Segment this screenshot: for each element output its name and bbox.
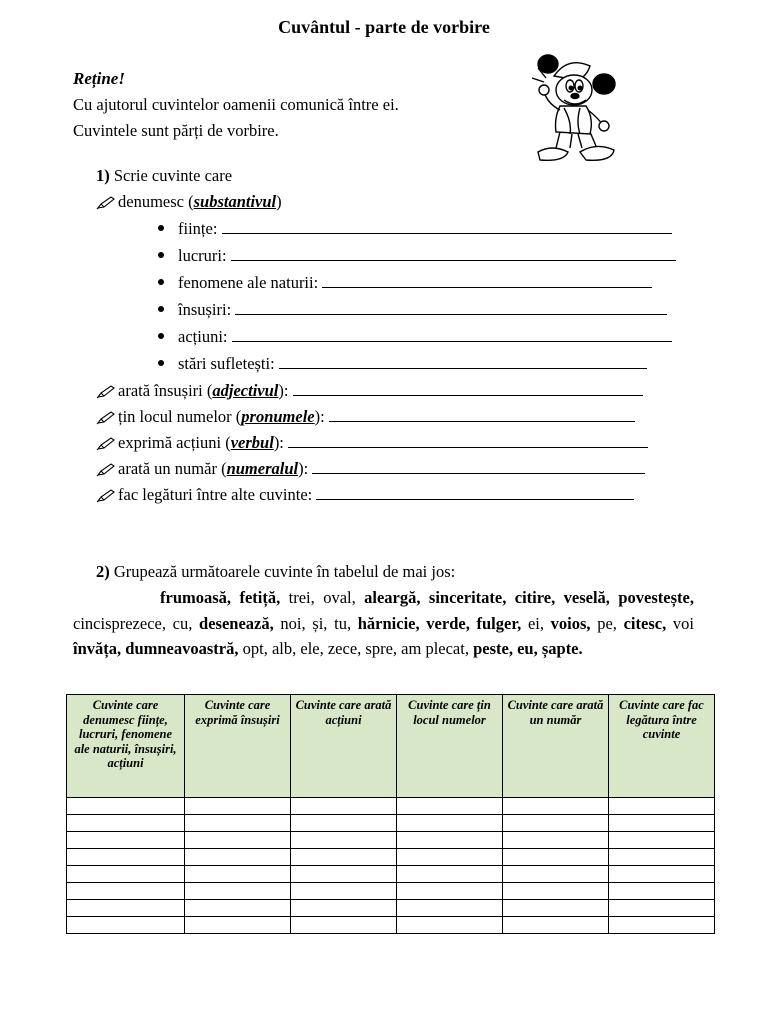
bullet-row bbox=[158, 300, 667, 320]
answer-line[interactable] bbox=[279, 354, 647, 369]
bullet-label: acțiuni: bbox=[178, 327, 228, 346]
header-numeral: Cuvinte care arată un număr bbox=[503, 695, 609, 798]
retine-line-2: Cuvintele sunt părți de vorbire. bbox=[73, 121, 279, 140]
exercise-2-text: Grupează următoarele cuvinte în tabelul de mai jos: bbox=[113, 562, 456, 581]
word-list: frumoasă, fetiță, trei, oval, aleargă, sinceritate, citire, veselă, povestește, cincisprezece, cu, desenează, noi, și, tu, hărnicie, verde, fulger, ei, voios, pe, citesc, voi învăța, dumneavoastră, opt, alb, ele, zece, spre, am plecat, peste, eu, șapte. bbox=[73, 588, 694, 658]
table-row bbox=[67, 815, 715, 832]
table-cell[interactable] bbox=[291, 900, 397, 917]
pencil-icon bbox=[96, 196, 116, 210]
table-cell[interactable] bbox=[185, 917, 291, 934]
table-cell[interactable] bbox=[291, 832, 397, 849]
bullet-row bbox=[158, 354, 647, 374]
denumesc-term: substantivul bbox=[193, 192, 277, 211]
bullet-label: fenomene ale naturii: bbox=[178, 273, 319, 292]
table-cell[interactable] bbox=[503, 832, 609, 849]
table-cell[interactable] bbox=[609, 883, 715, 900]
table-cell[interactable] bbox=[291, 883, 397, 900]
answer-line[interactable] bbox=[288, 433, 648, 448]
header-legatura: Cuvinte care fac legătura între cuvinte bbox=[609, 695, 715, 798]
table-row bbox=[67, 832, 715, 849]
table-cell[interactable] bbox=[397, 798, 503, 815]
table-cell[interactable] bbox=[503, 815, 609, 832]
exercise-1-number: 1) bbox=[96, 166, 110, 185]
bullet-icon bbox=[158, 225, 164, 231]
table-row bbox=[67, 798, 715, 815]
exercise-2-number: 2) bbox=[96, 562, 110, 581]
item-suffix: ): bbox=[278, 381, 289, 400]
table-cell[interactable] bbox=[397, 866, 503, 883]
table-cell[interactable] bbox=[609, 815, 715, 832]
exercise-1-prompt bbox=[96, 166, 232, 186]
table-row bbox=[67, 866, 715, 883]
exercise-1-text: Scrie cuvinte care bbox=[113, 166, 233, 185]
table-cell[interactable] bbox=[609, 900, 715, 917]
pencil-icon bbox=[96, 437, 116, 451]
table-row bbox=[67, 883, 715, 900]
bullet-row bbox=[158, 219, 672, 239]
answer-line[interactable] bbox=[235, 300, 667, 315]
item-suffix: ): bbox=[314, 407, 325, 426]
pencil-icon bbox=[96, 489, 116, 503]
answer-line[interactable] bbox=[329, 407, 635, 422]
table-cell[interactable] bbox=[397, 815, 503, 832]
table-cell[interactable] bbox=[67, 798, 185, 815]
table-cell[interactable] bbox=[185, 849, 291, 866]
table-cell[interactable] bbox=[609, 832, 715, 849]
item-term: verbul bbox=[230, 433, 274, 452]
table-cell[interactable] bbox=[185, 883, 291, 900]
table-cell[interactable] bbox=[397, 832, 503, 849]
bullet-label: ființe: bbox=[178, 219, 218, 238]
item-prefix: fac legături între alte cuvinte: bbox=[118, 485, 313, 504]
table-cell[interactable] bbox=[397, 849, 503, 866]
table-row bbox=[67, 917, 715, 934]
table-cell[interactable] bbox=[67, 815, 185, 832]
table-cell[interactable] bbox=[291, 917, 397, 934]
answer-line[interactable] bbox=[316, 485, 634, 500]
bullet-label: însușiri: bbox=[178, 300, 232, 319]
bullet-row bbox=[158, 327, 672, 347]
item-numeral bbox=[96, 459, 645, 479]
item-prefix: arată însușiri ( bbox=[118, 381, 213, 400]
table-cell[interactable] bbox=[67, 832, 185, 849]
pencil-icon bbox=[96, 385, 116, 399]
table-cell[interactable] bbox=[291, 815, 397, 832]
answer-line[interactable] bbox=[293, 381, 643, 396]
table-cell[interactable] bbox=[291, 849, 397, 866]
table-cell[interactable] bbox=[67, 900, 185, 917]
item-pronume bbox=[96, 407, 635, 427]
bullet-icon bbox=[158, 306, 164, 312]
bullet-icon bbox=[158, 360, 164, 366]
table-cell[interactable] bbox=[291, 798, 397, 815]
item-prefix: exprimă acțiuni ( bbox=[118, 433, 231, 452]
table-cell[interactable] bbox=[397, 883, 503, 900]
header-pronume: Cuvinte care țin locul numelor bbox=[397, 695, 503, 798]
table-cell[interactable] bbox=[609, 798, 715, 815]
answer-line[interactable] bbox=[322, 273, 652, 288]
answer-line[interactable] bbox=[222, 219, 672, 234]
table-cell[interactable] bbox=[503, 798, 609, 815]
bullet-label: stări sufletești: bbox=[178, 354, 275, 373]
table-row bbox=[67, 900, 715, 917]
page-title: Cuvântul - parte de vorbire bbox=[278, 17, 490, 37]
header-adjectiv: Cuvinte care exprimă însușiri bbox=[185, 695, 291, 798]
table-cell[interactable] bbox=[503, 883, 609, 900]
item-prefix: arată un număr ( bbox=[118, 459, 227, 478]
item-term: pronumele bbox=[241, 407, 315, 426]
table-cell[interactable] bbox=[67, 849, 185, 866]
table-cell[interactable] bbox=[185, 900, 291, 917]
exercise-2-prompt bbox=[96, 562, 455, 582]
table-cell[interactable] bbox=[185, 815, 291, 832]
answer-line[interactable] bbox=[231, 246, 676, 261]
bullet-label: lucruri: bbox=[178, 246, 227, 265]
table-cell[interactable] bbox=[185, 798, 291, 815]
item-suffix: ): bbox=[273, 433, 284, 452]
answer-line[interactable] bbox=[312, 459, 645, 474]
denumesc-suffix: ) bbox=[276, 192, 282, 211]
table-cell[interactable] bbox=[503, 849, 609, 866]
table-cell[interactable] bbox=[67, 917, 185, 934]
table-cell[interactable] bbox=[609, 849, 715, 866]
item-prefix: țin locul numelor ( bbox=[118, 407, 242, 426]
item-suffix: ): bbox=[298, 459, 309, 478]
item-legaturi bbox=[96, 485, 634, 505]
bullet-row bbox=[158, 273, 652, 293]
pencil-icon bbox=[96, 463, 116, 477]
table-cell[interactable] bbox=[67, 866, 185, 883]
retine-line-1: Cu ajutorul cuvintelor oamenii comunică între ei. bbox=[73, 95, 399, 114]
table-cell[interactable] bbox=[503, 917, 609, 934]
retine-heading: Reține! bbox=[73, 69, 125, 88]
mickey-illustration bbox=[524, 48, 628, 170]
item-term: adjectivul bbox=[212, 381, 279, 400]
bullet-icon bbox=[158, 333, 164, 339]
item-verb bbox=[96, 433, 648, 453]
answer-line[interactable] bbox=[232, 327, 672, 342]
table-cell[interactable] bbox=[609, 917, 715, 934]
bullet-row bbox=[158, 246, 676, 266]
table-cell[interactable] bbox=[397, 917, 503, 934]
item-denumesc bbox=[96, 192, 282, 212]
table-cell[interactable] bbox=[185, 866, 291, 883]
table-cell[interactable] bbox=[397, 900, 503, 917]
table-header-row bbox=[67, 695, 715, 798]
table-cell[interactable] bbox=[185, 832, 291, 849]
item-adjectiv bbox=[96, 381, 643, 401]
table-cell[interactable] bbox=[503, 900, 609, 917]
table-row bbox=[67, 849, 715, 866]
grouping-table bbox=[66, 694, 715, 934]
denumesc-prefix: denumesc ( bbox=[118, 192, 194, 211]
header-substantiv: Cuvinte care denumesc ființe, lucruri, fenomene ale naturii, însușiri, acțiuni bbox=[67, 695, 185, 798]
table-cell[interactable] bbox=[609, 866, 715, 883]
pencil-icon bbox=[96, 411, 116, 425]
table-cell[interactable] bbox=[503, 866, 609, 883]
table-cell[interactable] bbox=[67, 883, 185, 900]
header-verb: Cuvinte care arată acțiuni bbox=[291, 695, 397, 798]
bullet-icon bbox=[158, 252, 164, 258]
table-cell[interactable] bbox=[291, 866, 397, 883]
item-term: numeralul bbox=[226, 459, 299, 478]
bullet-icon bbox=[158, 279, 164, 285]
